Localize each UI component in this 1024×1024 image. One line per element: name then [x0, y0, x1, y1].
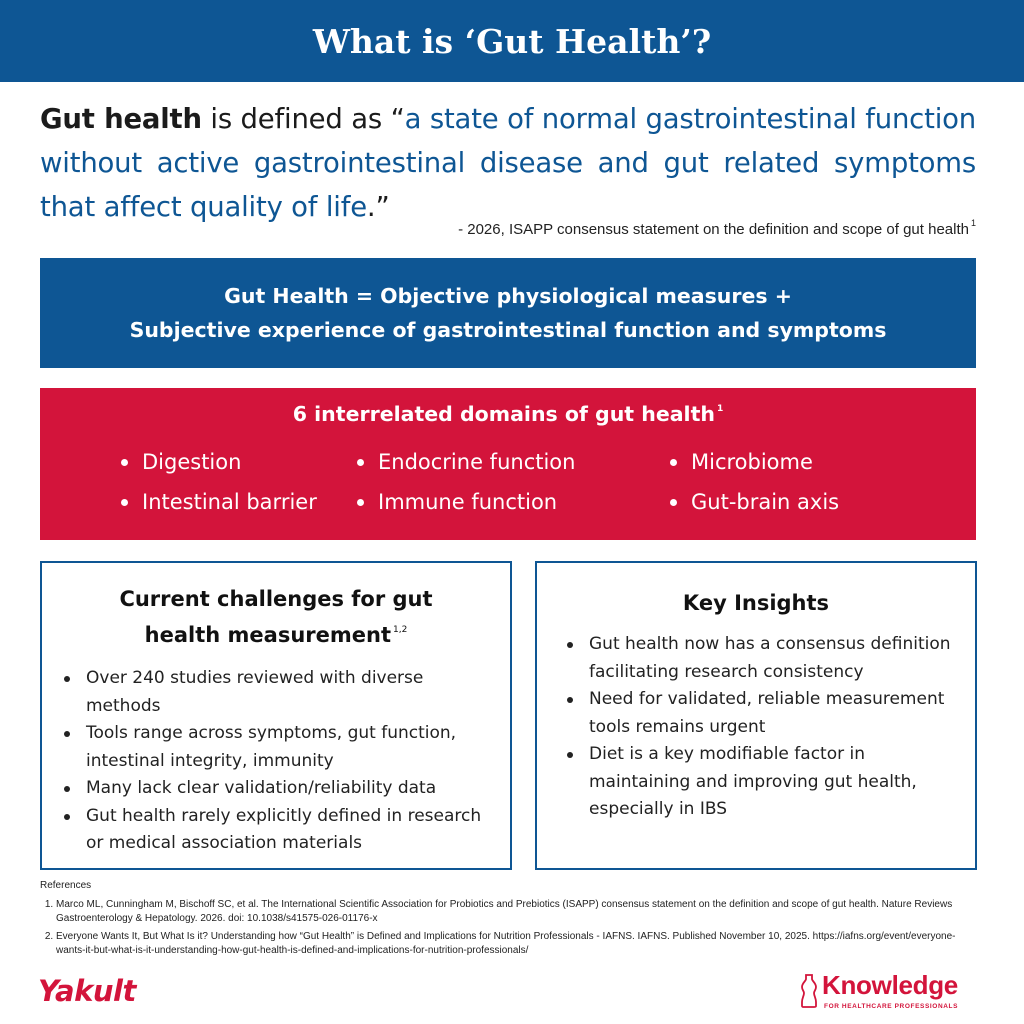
- challenges-title: [42, 581, 510, 658]
- domains-title: [40, 402, 976, 426]
- formula-line-2: Subjective experience of gastrointestinal function and symptoms: [129, 318, 887, 342]
- page-title: What is ‘Gut Health’?: [312, 21, 712, 61]
- references-title: References: [40, 880, 92, 891]
- domain-label: Digestion: [142, 450, 242, 474]
- bullet-icon: [670, 499, 677, 506]
- domain-label: Endocrine function: [378, 450, 576, 474]
- challenges-title-line-1: Current challenges for gut: [119, 587, 433, 611]
- domain-item: [357, 490, 557, 514]
- domain-label: Microbiome: [691, 450, 813, 474]
- bullet-icon: [357, 459, 364, 466]
- domain-label: Intestinal barrier: [142, 490, 317, 514]
- definition-quote: a state of normal gastrointestinal function without active gastrointestinal disease and gut related symptoms that affect quality of life: [40, 103, 976, 223]
- citation-ref: 1: [970, 218, 976, 228]
- list-item: Gut health now has a consensus definition facilitating research consistency: [563, 631, 958, 686]
- bottle-icon: [800, 974, 818, 1008]
- knowledge-logo: [800, 968, 980, 1014]
- domain-item: [670, 490, 839, 514]
- domains-panel: [40, 388, 976, 540]
- citation-text: - 2026, ISAPP consensus statement on the definition and scope of gut health: [458, 221, 969, 238]
- challenges-list: [60, 665, 500, 858]
- domain-label: Gut-brain axis: [691, 490, 840, 514]
- insights-title: Key Insights: [682, 591, 830, 615]
- list-item: Diet is a key modifiable factor in maintaining and improving gut health, especially in IBS: [563, 741, 958, 824]
- formula-line-1: Gut Health = Objective physiological measures +: [224, 284, 792, 308]
- domain-item: [670, 450, 813, 474]
- knowledge-subtitle: FOR HEALTHCARE PROFESSIONALS: [824, 1003, 959, 1010]
- page-header: [0, 0, 1024, 82]
- domains-title-text: 6 interrelated domains of gut health: [292, 402, 715, 426]
- definition-term: Gut health: [40, 103, 202, 135]
- list-item: Over 240 studies reviewed with diverse methods: [60, 665, 500, 720]
- bullet-icon: [121, 499, 128, 506]
- challenges-title-line-2: health measurement: [144, 623, 391, 647]
- domain-label: Immune function: [378, 490, 558, 514]
- domain-item: [121, 450, 241, 474]
- challenges-title-ref: 1,2: [393, 625, 408, 635]
- references-list: [40, 898, 980, 958]
- definition-paragraph: [40, 97, 976, 229]
- list-item: Many lack clear validation/reliability data: [60, 775, 500, 803]
- definition-close: .”: [366, 191, 390, 223]
- list-item: Gut health rarely explicitly defined in research or medical association materials: [60, 803, 500, 858]
- reference-item: 1. Marco ML, Cunningham M, Bischoff SC, et al. The International Scientific Association for Probiotics and Prebiotics (ISAPP) consensus statement on the definition and scope of gut health. Nature Reviews Gastroenterology & Hepatology. 2026. doi: 10.1038/s41575-026-01176-x: [56, 898, 980, 926]
- insights-box: [535, 561, 977, 870]
- bullet-icon: [357, 499, 364, 506]
- list-item: Tools range across symptoms, gut function, intestinal integrity, immunity: [60, 720, 500, 775]
- reference-item: 2. Everyone Wants It, But What Is it? Understanding how “Gut Health” is Defined and Implications for Nutrition Professionals - IAFNS. IAFNS. Published November 10, 2025. https://iafns.org/event/everyone-wants-it-but-what-is-it-understanding-how-gut-health-is-defined-and-implications-for-nutrition-professionals/: [56, 930, 980, 958]
- definition-citation: [458, 218, 976, 238]
- bullet-icon: [121, 459, 128, 466]
- definition-connector: is defined as: [201, 103, 391, 135]
- yakult-logo: Yakult: [38, 974, 136, 1008]
- domains-title-ref: 1: [716, 404, 724, 414]
- bullet-icon: [670, 459, 677, 466]
- list-item: Need for validated, reliable measurement tools remains urgent: [563, 686, 958, 741]
- definition-open-quote: “: [390, 103, 405, 135]
- formula-banner: [40, 258, 976, 368]
- domain-item: [357, 450, 575, 474]
- references-section: [40, 880, 980, 962]
- challenges-box: [40, 561, 512, 870]
- knowledge-wordmark: Knowledge: [822, 970, 958, 1000]
- insights-list: [563, 631, 958, 824]
- domain-item: [121, 490, 317, 514]
